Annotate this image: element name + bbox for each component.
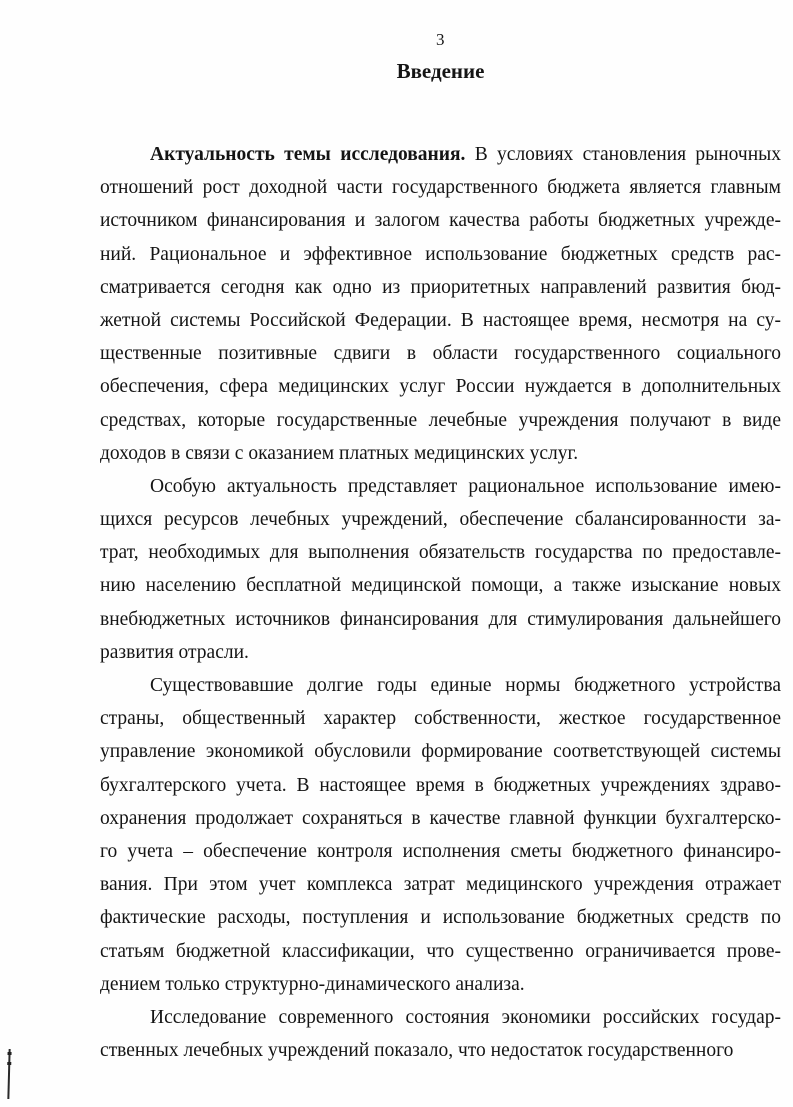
text-line: бухгалтерского учета. В настоящее время в бюджетных учреждениях здраво-	[100, 774, 781, 796]
text-line: внебюджетных источников финансирования для стимулирования дальнейшего	[100, 608, 781, 630]
text-line: щихся ресурсов лечебных учреждений, обеспечение сбалансированности за-	[100, 509, 781, 531]
text-line: обеспечения, сфера медицинских услуг России нуждается в дополнительных	[100, 376, 781, 398]
section-heading: Введение	[396, 59, 485, 83]
text-line: Особую актуальность представляет рациональное использование имею-	[150, 475, 781, 497]
text-line: сматривается сегодня как одно из приоритетных направлений развития бюд-	[100, 276, 781, 298]
text-line: охранения продолжает сохраняться в качестве главной функции бухгалтерско-	[100, 807, 781, 829]
paragraph	[100, 138, 781, 470]
text-line: управление экономикой обусловили формирование соответствующей системы	[100, 741, 781, 763]
text-line: щественные позитивные сдвиги в области государственного социального	[100, 343, 781, 365]
text-line: Существовавшие долгие годы единые нормы бюджетного устройства	[150, 675, 781, 696]
document-body	[100, 138, 781, 1067]
text-line: фактические расходы, поступления и использование бюджетных средств по	[100, 907, 781, 929]
text-line: страны, общественный характер собственности, жесткое государственное	[100, 708, 781, 730]
paragraph	[100, 470, 781, 669]
text-line: источником финансирования и залогом качества работы бюджетных учрежде-	[100, 210, 781, 232]
paragraph-bold-lead: Актуальность темы исследования.	[150, 144, 466, 165]
text-line: жетной системы Российской Федерации. В настоящее время, несмотря на су-	[100, 309, 781, 331]
paragraph	[100, 669, 781, 1001]
text-line: го учета – обеспечение контроля исполнения сметы бюджетного финансиро-	[100, 840, 781, 862]
text-line: вания. При этом учет комплекса затрат медицинского учреждения отражает	[100, 874, 781, 896]
text-line: дением только структурно-динамического анализа.	[100, 973, 525, 995]
text-line: доходов в связи с оказанием платных медицинских услуг.	[100, 442, 579, 464]
text-line: средствах, которые государственные лечебные учреждения получают в виде	[100, 409, 781, 431]
ink-mark-artifact	[7, 1049, 10, 1099]
paragraph	[100, 1001, 781, 1067]
page-number: 3	[436, 30, 445, 49]
text-line: Актуальность темы исследования. В условиях становления рыночных	[150, 144, 781, 165]
text-line: нию населению бесплатной медицинской помощи, а также изыскание новых	[100, 575, 781, 597]
text-line: трат, необходимых для выполнения обязательств государства по предоставле-	[100, 542, 781, 564]
text-line: ний. Рациональное и эффективное использование бюджетных средств рас-	[100, 243, 781, 265]
text-line: статьям бюджетной классификации, что существенно ограничивается прове-	[100, 940, 781, 962]
text-line: развития отрасли.	[100, 641, 249, 663]
text-line: отношений рост доходной части государственного бюджета является главным	[100, 177, 781, 199]
text-line: ственных лечебных учреждений показало, что недостаток государственного	[100, 1040, 734, 1062]
text-line: Исследование современного состояния экономики российских государ-	[150, 1006, 781, 1028]
